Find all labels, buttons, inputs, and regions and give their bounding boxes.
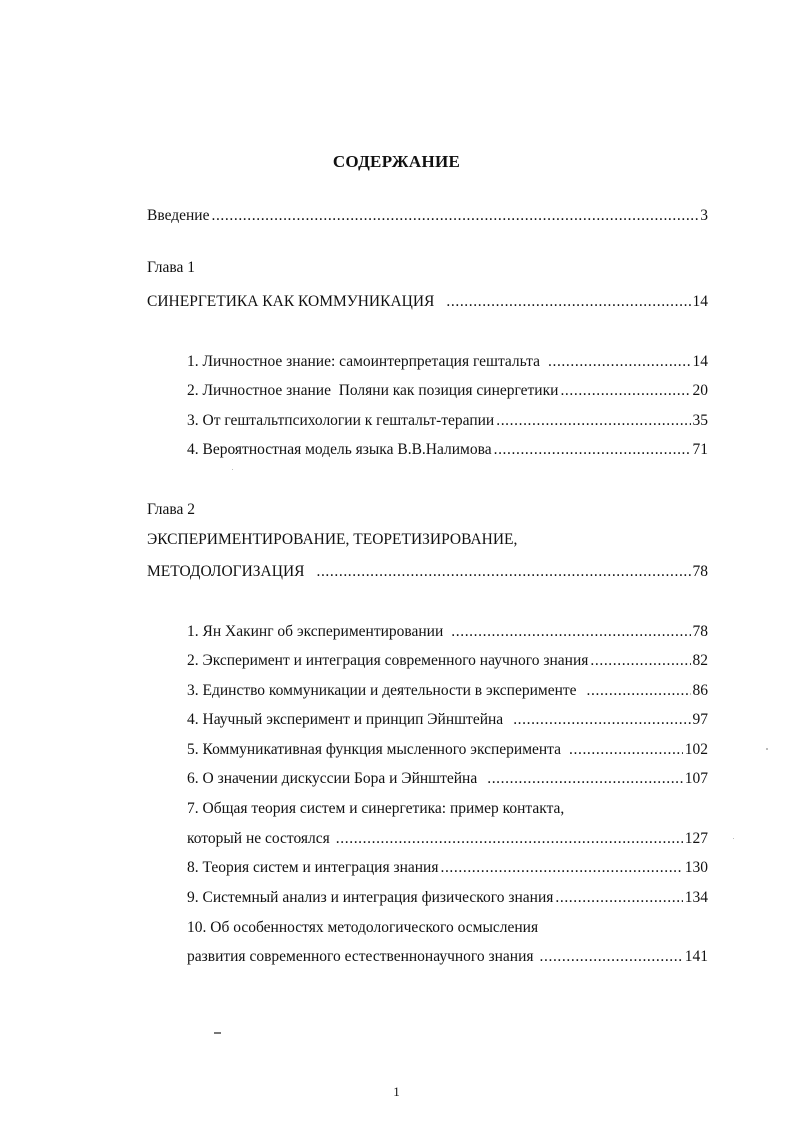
chapter-1-title: СИНЕРГЕТИКА КАК КОММУНИКАЦИЯ [147,293,435,310]
page-title: СОДЕРЖАНИЕ [332,152,461,171]
toc-leader-dots [513,710,690,730]
toc-entry-label: 9. Системный анализ и интеграция физического знания [187,889,554,906]
toc-entry-2-1 [187,622,708,642]
toc-entry-page: 130 [684,859,708,876]
toc-entry-label: Введение [147,207,210,224]
toc-entry-chapter-1 [147,292,708,312]
toc-entry-page: 78 [692,563,708,580]
toc-entry-page: 107 [684,770,708,787]
toc-entry-2-4 [187,710,708,730]
toc-entry-label: который не состоялся [187,830,330,847]
toc-entry-2-7-line-1: 7. Общая теория систем и синергетика: пример контакта, [187,800,565,817]
toc-entry-page: 127 [684,830,708,847]
toc-entry-page: 14 [692,293,708,310]
scan-speck [232,469,233,470]
toc-entry-1-4 [187,440,708,460]
toc-entry-2-3 [187,681,708,701]
toc-entry-label: 4. Вероятностная модель языка В.В.Налимова [187,441,492,458]
chapter-1-label: Глава 1 [147,259,196,276]
toc-entry-label: 1. Ян Хакинг об экспериментировании [187,623,444,640]
toc-entry-intro [147,206,708,226]
toc-entry-label: 4. Научный эксперимент и принцип Эйнштейна [187,711,504,728]
toc-entry-chapter-2 [147,562,708,582]
toc-entry-label: 5. Коммуникативная функция мысленного эксперимента [187,741,562,758]
toc-entry-label: 8. Теория систем и интеграция знания [187,859,439,876]
toc-leader-dots [569,740,683,760]
toc-leader-dots [496,411,690,431]
toc-entry-label: 6. О значении дискуссии Бора и Эйнштейна [187,770,478,787]
toc-leader-dots [446,292,690,312]
toc-entry-page: 82 [692,652,708,669]
toc-leader-dots [211,206,698,226]
toc-entry-1-2 [187,381,708,401]
toc-entry-page: 20 [692,382,708,399]
toc-entry-label: 3. От гештальтпсихологии к гештальт-терапии [187,412,495,429]
toc-entry-2-6 [187,769,708,789]
toc-entry-page: 71 [692,441,708,458]
scan-speck [766,748,768,750]
toc-entry-page: 134 [684,889,708,906]
toc-leader-dots [440,858,682,878]
toc-leader-dots [587,681,691,701]
toc-entry-page: 78 [692,623,708,640]
toc-entry-2-10-line-1: 10. Об особенностях методологического осмысления [187,919,539,936]
toc-entry-2-10 [187,947,708,967]
toc-entry-label: развития современного естественнонаучного знания [187,948,534,965]
toc-leader-dots [494,440,691,460]
toc-leader-dots [451,622,690,642]
page-number: 1 [393,1084,400,1099]
toc-entry-2-5 [187,740,708,760]
toc-entry-2-9 [187,888,708,908]
toc-entry-1-1 [187,352,708,372]
toc-entry-page: 35 [692,412,708,429]
toc-entry-page: 14 [692,353,708,370]
toc-leader-dots [560,381,690,401]
scan-speck [733,838,734,839]
toc-entry-1-3 [187,411,708,431]
toc-leader-dots [487,769,683,789]
toc-entry-2-2 [187,651,708,671]
toc-entry-label: 3. Единство коммуникации и деятельности в эксперименте [187,682,577,699]
toc-entry-page: 141 [684,948,708,965]
toc-leader-dots [590,651,690,671]
toc-entry-2-7 [187,829,708,849]
toc-entry-label: 1. Личностное знание: самоинтерпретация гештальта [187,353,540,370]
toc-entry-page: 3 [700,207,708,224]
toc-entry-page: 86 [692,682,708,699]
toc-entry-label: 2. Личностное знание Поляни как позиция синергетики [187,382,559,399]
scan-speck [214,1032,221,1034]
chapter-2-title-line-2: МЕТОДОЛОГИЗАЦИЯ [147,563,305,580]
toc-leader-dots [540,947,683,967]
toc-leader-dots [316,562,690,582]
toc-entry-page: 97 [692,711,708,728]
toc-leader-dots [336,829,683,849]
chapter-2-title-line-1: ЭКСПЕРИМЕНТИРОВАНИЕ, ТЕОРЕТИЗИРОВАНИЕ, [147,531,518,548]
toc-entry-label: 2. Эксперимент и интеграция современного научного знания [187,652,589,669]
toc-entry-2-8 [187,858,708,878]
toc-leader-dots [548,352,691,372]
toc-leader-dots [555,888,682,908]
toc-entry-page: 102 [684,741,708,758]
chapter-2-label: Глава 2 [147,501,196,518]
